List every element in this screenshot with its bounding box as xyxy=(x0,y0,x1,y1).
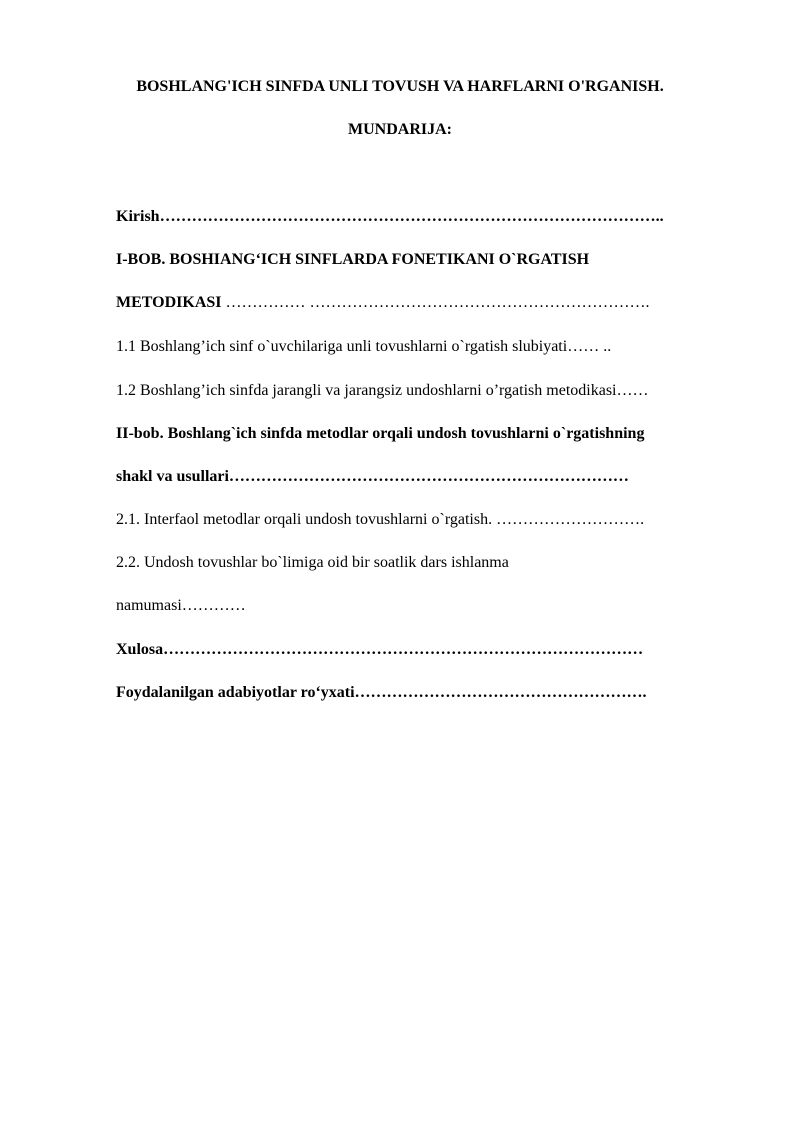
toc-entry-section-2-1: 2.1. Interfaol metodlar orqali undosh tovushlarni o`rgatish. ………………………. xyxy=(116,511,645,528)
toc-entry-section-2-2-line1: 2.2. Undosh tovushlar bo`limiga oid bir soatlik dars ishlanma xyxy=(116,554,509,571)
toc-entry-chapter1-line2 xyxy=(116,294,650,312)
contents-heading: MUNDARIJA: xyxy=(348,121,452,138)
toc-entry-chapter1-line1: I-BOB. BOSHIANG‘ICH SINFLARDA FONETIKANI O`RGATISH xyxy=(116,251,590,268)
toc-entry-references: Foydalanilgan adabiyotlar ro‘yxati………………………………………………. xyxy=(116,684,647,701)
toc-entry-chapter2-line1: II-bob. Boshlang`ich sinfda metodlar orqali undosh tovushlarni o`rgatishning xyxy=(116,425,645,442)
toc-entry-section-2-2-line2: namumasi………… xyxy=(116,597,246,614)
toc-entry-chapter2-line2: shakl va usullari………………………………………………………………… xyxy=(116,468,629,485)
toc-entry-chapter1-title-end: METODIKASI xyxy=(116,294,222,311)
toc-entry-section-1-1: 1.1 Boshlang’ich sinf o`uvchilariga unli tovushlarni o`rgatish slubiyati…… .. xyxy=(116,338,612,355)
toc-entry-section-1-2: 1.2 Boshlang’ich sinfda jarangli va jarangsiz undoshlarni o’rgatish metodikasi…… xyxy=(116,382,649,399)
toc-entry-conclusion: Xulosa……………………………………………………………………………… xyxy=(116,641,644,658)
document-title: BOSHLANG'ICH SINFDA UNLI TOVUSH VA HARFLARNI O'RGANISH. xyxy=(136,78,664,95)
toc-entry-chapter1-leader: …………… ………………………………………………………. xyxy=(221,294,650,311)
toc-entry-intro: Kirish………………………………………………………………………………….. xyxy=(116,208,664,225)
